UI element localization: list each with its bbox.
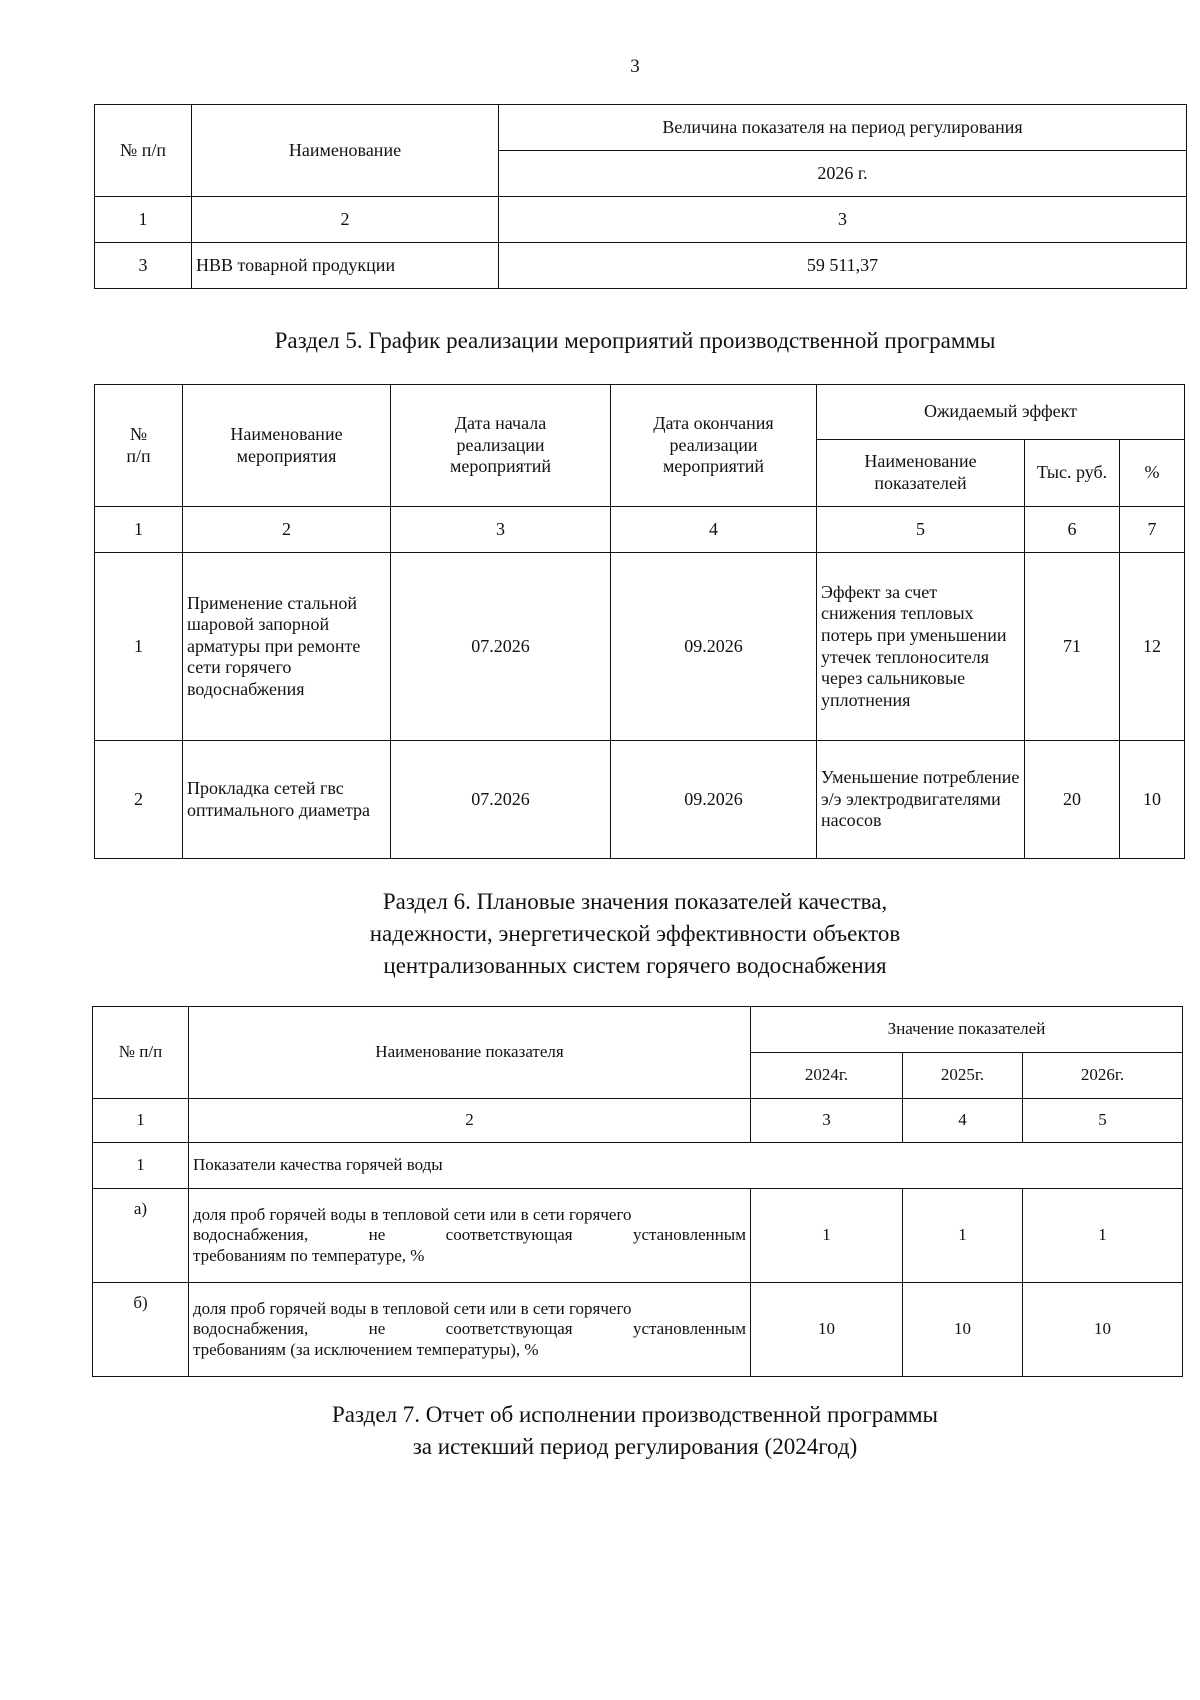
header-name: Наименование xyxy=(192,105,499,197)
index-cell: 4 xyxy=(611,507,817,553)
section6-title xyxy=(0,886,1200,982)
row-name-line: доля проб горячей воды в тепловой сети или в сети горячего xyxy=(193,1298,632,1318)
index-cell: 1 xyxy=(95,197,192,243)
section7-title-line: за истекший период регулирования (2024год) xyxy=(412,1434,858,1459)
header-name: Наименование мероприятия xyxy=(183,385,391,507)
row-num: 1 xyxy=(95,553,183,741)
header-year: 2025г. xyxy=(903,1053,1023,1099)
header-thousand-rub: Тыс. руб. xyxy=(1025,440,1120,507)
header-indicator: Наименование показателей xyxy=(817,440,1025,507)
section6-title-line: Раздел 6. Плановые значения показателей качества, xyxy=(382,889,888,914)
header-end: Дата окончания реализации мероприятий xyxy=(611,385,817,507)
row-name-line: требованиям по температуре, % xyxy=(193,1245,425,1265)
row-name: НВВ товарной продукции xyxy=(192,243,499,289)
index-cell: 6 xyxy=(1025,507,1120,553)
row-num: а) xyxy=(93,1189,189,1283)
header-values: Значение показателей xyxy=(751,1007,1183,1053)
table-row xyxy=(95,741,1185,859)
index-cell: 1 xyxy=(95,507,183,553)
table-quality xyxy=(92,1006,1183,1377)
row-start: 07.2026 xyxy=(391,553,611,741)
row-name-line: доля проб горячей воды в тепловой сети или в сети горячего xyxy=(193,1204,632,1224)
header-year: 2026 г. xyxy=(499,151,1187,197)
row-name-line: водоснабжения, не соответствующая установленным xyxy=(193,1319,746,1339)
index-cell: 3 xyxy=(751,1099,903,1143)
row-indicator: Эффект за счет снижения тепловых потерь при уменьшении утечек теплоносителя через сальниковые уплотнения xyxy=(817,553,1025,741)
index-cell: 2 xyxy=(192,197,499,243)
section6-title-line: централизованных систем горячего водоснабжения xyxy=(383,953,887,978)
table-row xyxy=(95,553,1185,741)
row-pct: 12 xyxy=(1120,553,1185,741)
index-cell: 5 xyxy=(817,507,1025,553)
header-num: № п/п xyxy=(95,385,183,507)
row-num: 3 xyxy=(95,243,192,289)
header-num: № п/п xyxy=(93,1007,189,1099)
header-value: Величина показателя на период регулирования xyxy=(499,105,1187,151)
table-row xyxy=(93,1143,1183,1189)
row-rub: 20 xyxy=(1025,741,1120,859)
row-end: 09.2026 xyxy=(611,741,817,859)
row-value-2026: 10 xyxy=(1023,1283,1183,1377)
section7-title xyxy=(0,1399,1200,1463)
header-name: Наименование показателя xyxy=(189,1007,751,1099)
group-num: 1 xyxy=(93,1143,189,1189)
row-name xyxy=(189,1189,751,1283)
section7-title-line: Раздел 7. Отчет об исполнении производственной программы xyxy=(331,1402,939,1427)
row-value: 59 511,37 xyxy=(499,243,1187,289)
index-cell: 3 xyxy=(499,197,1187,243)
header-start: Дата начала реализации мероприятий xyxy=(391,385,611,507)
table-row xyxy=(93,1189,1183,1283)
table-row xyxy=(93,1283,1183,1377)
row-pct: 10 xyxy=(1120,741,1185,859)
row-name: Прокладка сетей гвс оптимального диаметра xyxy=(183,741,391,859)
header-year: 2026г. xyxy=(1023,1053,1183,1099)
index-cell: 5 xyxy=(1023,1099,1183,1143)
index-cell: 4 xyxy=(903,1099,1023,1143)
index-cell: 3 xyxy=(391,507,611,553)
row-name-line: водоснабжения, не соответствующая установленным xyxy=(193,1225,746,1245)
row-value-2025: 1 xyxy=(903,1189,1023,1283)
row-value-2024: 1 xyxy=(751,1189,903,1283)
row-value-2025: 10 xyxy=(903,1283,1023,1377)
row-indicator: Уменьшение потребление э/э электродвигателями насосов xyxy=(817,741,1025,859)
header-effect: Ожидаемый эффект xyxy=(817,385,1185,440)
table-nvv xyxy=(94,104,1187,289)
section5-title: Раздел 5. График реализации мероприятий производственной программы xyxy=(274,328,996,353)
section6-title-line: надежности, энергетической эффективности объектов xyxy=(369,921,901,946)
index-cell: 2 xyxy=(189,1099,751,1143)
page-number: 3 xyxy=(630,56,640,77)
header-percent: % xyxy=(1120,440,1185,507)
row-start: 07.2026 xyxy=(391,741,611,859)
header-year: 2024г. xyxy=(751,1053,903,1099)
row-end: 09.2026 xyxy=(611,553,817,741)
index-cell: 7 xyxy=(1120,507,1185,553)
index-cell: 2 xyxy=(183,507,391,553)
header-num: № п/п xyxy=(95,105,192,197)
index-cell: 1 xyxy=(93,1099,189,1143)
table-schedule xyxy=(94,384,1185,859)
row-value-2026: 1 xyxy=(1023,1189,1183,1283)
row-num: б) xyxy=(93,1283,189,1377)
table-row xyxy=(95,243,1187,289)
row-rub: 71 xyxy=(1025,553,1120,741)
row-name: Применение стальной шаровой запорной арматуры при ремонте сети горячего водоснабжения xyxy=(183,553,391,741)
group-name: Показатели качества горячей воды xyxy=(189,1143,1183,1189)
row-num: 2 xyxy=(95,741,183,859)
row-name xyxy=(189,1283,751,1377)
row-name-line: требованиям (за исключением температуры), % xyxy=(193,1339,539,1359)
row-value-2024: 10 xyxy=(751,1283,903,1377)
